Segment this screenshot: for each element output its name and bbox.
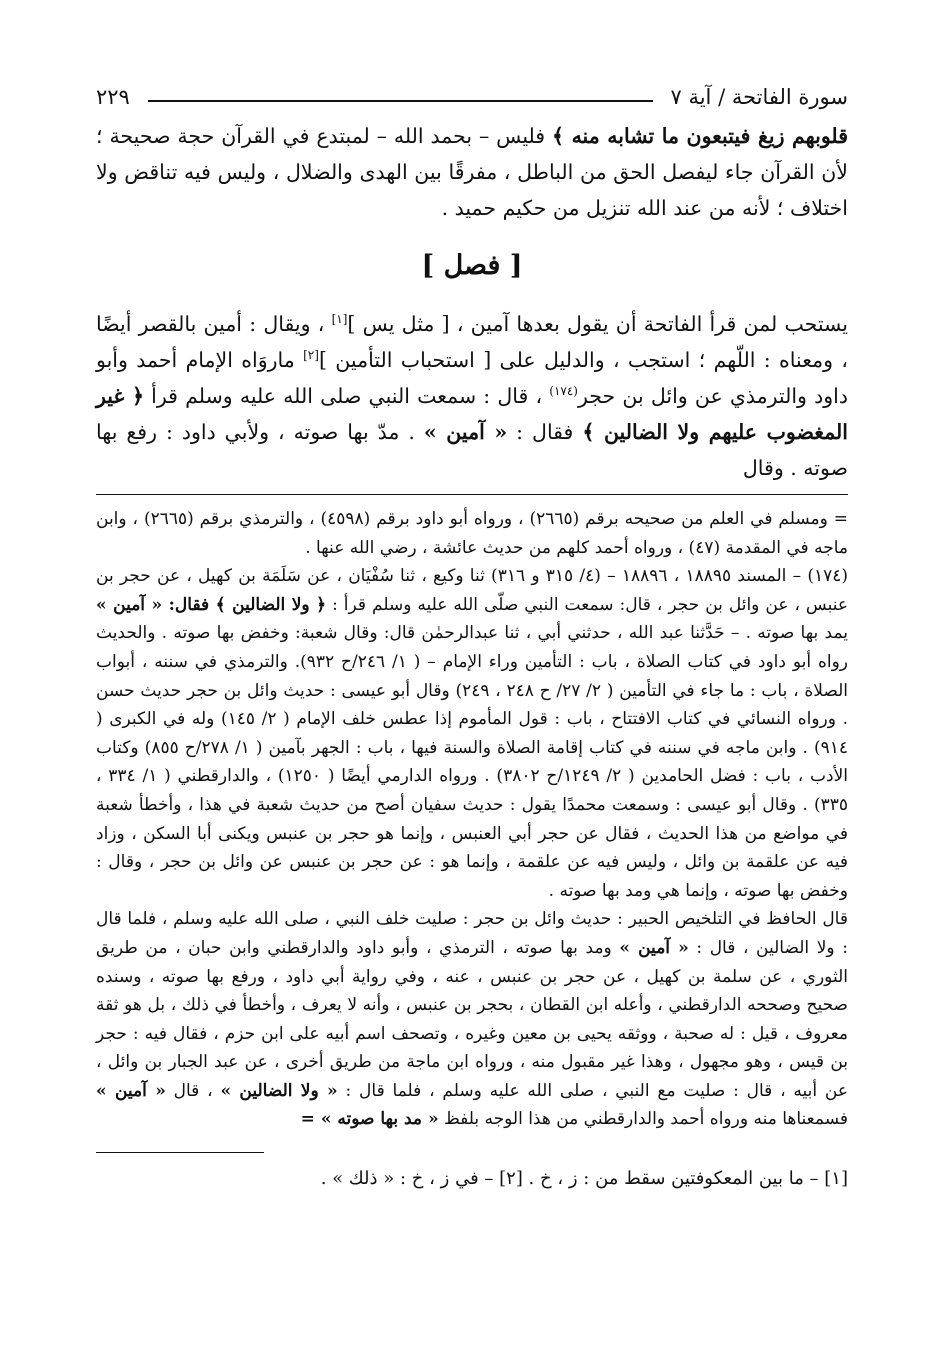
main-text xyxy=(96,118,848,486)
header-rule xyxy=(148,100,653,102)
paragraph-text: ماروَاه الإمام أحمد وأبو داود والترمذي عن وائل بن حجر xyxy=(96,348,848,408)
footnote-quote: « مد بها صوته » = xyxy=(300,1109,439,1130)
footnote-174 xyxy=(96,562,848,905)
quran-verse: ﴿ غير المغضوب عليهم ولا الضالين ﴾ xyxy=(96,384,848,444)
page-number: ٢٢٩ xyxy=(96,85,130,109)
editorial-rule xyxy=(96,1152,264,1153)
footnote-quote: « ولا الضالين » xyxy=(220,1080,338,1101)
paragraph-text: فليس – بحمد الله – لمبتدع في القرآن حجة صحيحة ؛ لأن القرآن جاء ليفصل الحق من الباطل ، مفرقًا بين الهدى والضلال ، وليس فيه تناقض ولا اختلاف ؛ لأنه من عند الله تنزيل من حكيم حميد . xyxy=(96,124,848,220)
running-head xyxy=(96,80,848,114)
footnote-text: قال الحافظ في التلخيص الحبير : حديث وائل بن حجر : صليت خلف النبي ، صلى الله عليه وسلم ، فلما قال : ولا الضالين ، قال : xyxy=(96,909,848,958)
footnote-rule xyxy=(96,494,848,495)
footnote-ref-174: (١٧٤) xyxy=(549,384,578,399)
quran-verse: قلوبهم زيغ فيتبعون ما تشابه منه ﴾ xyxy=(552,124,848,148)
note-ref-1: [١] xyxy=(331,312,348,327)
paragraph-text: . مدّ بها صوته ، ولأبي داود : رفع بها صوته . وقال xyxy=(96,420,848,480)
editorial-note: [١] – ما بين المعكوفتين سقط من : ز ، خ . [٢] – في ز ، خ : « ذلك » . xyxy=(320,1168,848,1190)
footnote-text: يمد بها صوته . – حَدَّثنا عبد الله ، حدثني أبي ، ثنا عبدالرحمٰن قال: وقال شعبة: وخفض بها صوته . والحديث رواه أبو داود في كتاب الصلاة ، باب : التأمين وراء الإمام – ( ١/ ٢٤٦/ح ٩٣٢). والترمذي في سننه ، أبواب الصلاة ، باب : ما جاء في التأمين ( ٢/ ٢٧/ ح ٢٤٨ ، ٢٤٩) وقال أبو عيسى : حديث وائل بن حجر حديث حسن . ورواه النسائي في كتاب الافتتاح ، باب : قول المأموم إذا عطس خلف الإمام ( ٢/ ١٤٥) وله في الكبرى ( ٩١٤) . وابن ماجه في سننه في كتاب إقامة الصلاة والسنة فيها ، باب : الجهر بآمين ( ١/ ٢٧٨/ح ٨٥٥) وكتاب الأدب ، باب : فضل الحامدين ( ٢/ ١٢٤٩/ح ٣٨٠٢) . ورواه الدارمي أيضًا ( ١٢٥٠) ، والدارقطني ( ١/ ٣٣٤ ، ٣٣٥) . وقال أبو عيسى : وسمعت محمدًا يقول : حديث سفيان أصح من حديث شعبة في هذا ، وأخطأ شعبة في مواضع من هذا الحديث ، فقال عن حجر أبي العنبس ، وإنما هو حجر بن عنبس ويكنى أبا السكن ، وزاد فيه عن علقمة بن وائل ، وليس فيه عن علقمة ، وإنما هو : عن حجر بن عنبس عن وائل بن حجر ، وقال : وخفض بها صوته ، وإنما هي ومد بها صوته . xyxy=(96,623,849,901)
footnote-continued: = ومسلم في العلم من صحيحه برقم (٢٦٦٥) ، ورواه أبو داود برقم (٤٥٩٨) ، والترمذي برقم (٢٦٦٥) ، وابن ماجه في المقدمة (٤٧) ، ورواه أحمد كلهم من حديث عائشة ، رضي الله عنها . xyxy=(96,509,848,558)
footnote-text: ومد بها صوته ، الترمذي ، وأبو داود والدارقطني وابن حبان ، من طريق الثوري ، عن سلمة بن كهيل ، عن حجر بن عنبس ، عنه ، وفي رواية أبي داود ، ورفع بها صوته ، وسنده صحيح وصححه الدارقطني ، وأعله ابن القطان ، بحجر بن عنبس ، وأنه لا يعرف ، وأخطأ في ذلك ، بل هو ثقة معروف ، قيل : له صحبة ، ووثقه يحيى بن معين وغيره ، وتصحف اسم أبيه على ابن حزم ، فقال فيه : حجر بن قيس ، وهو مجهول ، وهذا غير مقبول منه ، ورواه ابن ماجة من طريق أخرى ، عن عبد الجبار بن وائل ، عن أبيه ، قال : صليت مع النبي ، صلى الله عليه وسلم ، فلما قال : xyxy=(96,937,848,1101)
note-ref-2: [٢] xyxy=(303,348,319,363)
paragraph-text: يستحب لمن قرأ الفاتحة أن يقول بعدها آمين ، [ مثل يس ] xyxy=(347,312,848,336)
quoted-word: « آمين » xyxy=(423,420,508,444)
paragraph-text: ، ويقال : أمين بالقصر أيضًا ، ومعناه : اللّهم ؛ استجب ، والدليل على [ استحباب التأمين ] xyxy=(96,312,848,372)
footnote-text: (١٧٤) – المسند ١٨٨٩٥ ، ١٨٨٩٦ – (٤/ ٣١٥ و ٣١٦) ثنا وكيع ، ثنا سُفْيَان ، عن سَلَمَة بن كهيل ، عن حجر بن عنبس ، عن وائل بن حجر ، قال: سمعت النبي صلّى الله عليه وسلم قرأ : xyxy=(96,566,848,615)
paragraph-1 xyxy=(96,118,848,226)
footnote-quote: ﴿ ولا الضالين ﴾ فقال: « آمين » xyxy=(96,594,327,615)
footnote-quote: « آمين » xyxy=(619,937,689,958)
paragraph-2 xyxy=(96,306,848,486)
paragraph-text: ، قال : سمعت النبي صلى الله عليه وسلم قرأ xyxy=(144,384,550,408)
footnotes xyxy=(96,505,848,1134)
surah-title: سورة الفاتحة / آية ٧ xyxy=(670,85,848,109)
footnote-text: فسمعناها منه ورواه أحمد والدارقطني من هذا الوجه بلفظ xyxy=(438,1109,848,1130)
footnote-text: ، قال xyxy=(165,1080,221,1101)
section-heading: [ فصل ] xyxy=(421,250,523,281)
paragraph-text: فقال : xyxy=(507,420,583,444)
footnote-talkhis xyxy=(96,905,848,1134)
footnote-quote: « آمين » xyxy=(96,1080,166,1101)
